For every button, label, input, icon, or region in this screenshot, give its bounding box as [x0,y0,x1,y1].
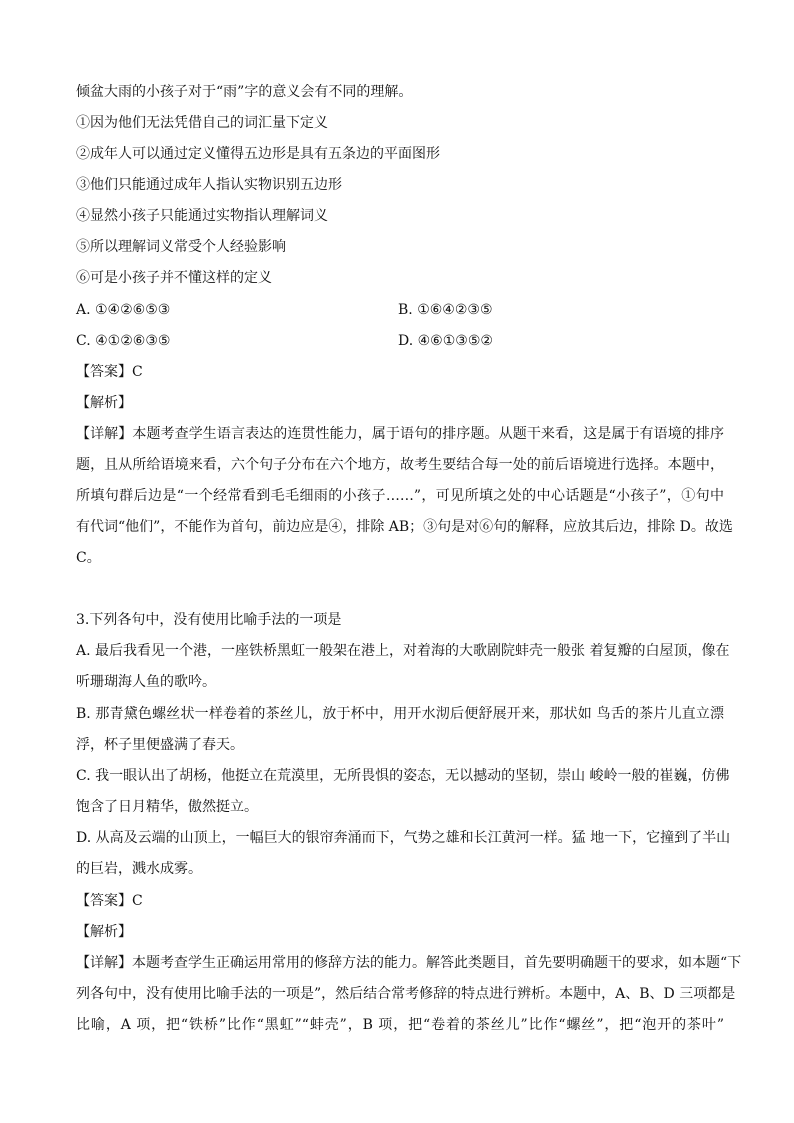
q2-option-b: B. ①⑥④②③⑤ [398,302,493,318]
q3-detail-line: 比喻，A 项，把“铁桥”比作“黑虹”“蚌壳”，B 项，把“卷着的茶丝儿”比作“螺丝”，把“泡开的茶叶” [76,1017,724,1033]
q3-option-c-cont: 饱含了日月精华，傲然挺立。 [76,799,258,815]
q2-analysis-label: 【解析】 [76,395,132,411]
q2-sentence-6: ⑥可是小孩子并不懂这样的定义 [76,270,272,286]
q2-sentence-1: ①因为他们无法凭借自己的词汇量下定义 [76,115,328,131]
q2-option-c: C. ④①②⑥③⑤ [76,333,171,349]
q2-detail-line: C。 [76,550,101,566]
q3-option-b-cont: 浮，杯子里便盛满了春天。 [76,737,244,753]
q3-analysis-label: 【解析】 [76,924,132,940]
q2-option-d: D. ④⑥①③⑤② [398,333,493,349]
q3-option-c: C. 我一眼认出了胡杨，他挺立在荒漠里，无所畏惧的姿态，无以撼动的坚韧，崇山 峻岭一般的崔巍，仿佛 [76,768,730,784]
q2-sentence-2: ②成年人可以通过定义懂得五边形是具有五条边的平面图形 [76,146,440,162]
q2-detail-line: 有代词“他们”，不能作为首句，前边应是④，排除 AB；③句是对⑥句的解释，应放其后边，排除 D。故选 [76,519,733,535]
q2-detail-line: 题，且从所给语境来看，六个句子分布在六个地方，故考生要结合每一处的前后语境进行选择。本题中， [76,457,724,473]
q3-option-d-cont: 的巨岩，溅水成雾。 [76,861,202,877]
q3-option-a-cont: 听珊瑚海人鱼的歌吟。 [76,674,216,690]
q3-stem: 3.下列各句中，没有使用比喻手法的一项是 [76,612,342,628]
q2-option-a: A. ①④②⑥⑤③ [76,302,171,318]
q2-detail-line: 所填句群后边是“一个经常看到毛毛细雨的小孩子……”，可见所填之处的中心话题是“小孩子”，①句中 [76,488,724,504]
q2-answer: 【答案】C [76,364,143,380]
q2-sentence-3: ③他们只能通过成年人指认实物识别五边形 [76,177,342,193]
q3-option-d: D. 从高及云端的山顶上，一幅巨大的银帘奔涌而下，气势之雄和长江黄河一样。猛 地一下，它撞到了半山 [76,830,731,846]
q3-detail-line: 列各句中，没有使用比喻手法的一项是”，然后结合常考修辞的特点进行辨析。本题中，A、B、D 三项都是 [76,986,736,1002]
q2-sentence-5: ⑤所以理解词义常受个人经验影响 [76,239,286,255]
q3-detail-line: 【详解】本题考查学生正确运用常用的修辞方法的能力。解答此类题目，首先要明确题干的要求，如本题“下 [76,955,742,971]
q2-intro: 倾盆大雨的小孩子对于“雨”字的意义会有不同的理解。 [76,84,413,100]
q3-option-a: A. 最后我看见一个港，一座铁桥黑虹一般架在港上，对着海的大歌剧院蚌壳一般张 着复瓣的白屋顶，像在 [76,643,730,659]
q3-answer: 【答案】C [76,893,143,909]
q2-sentence-4: ④显然小孩子只能通过实物指认理解词义 [76,208,328,224]
q2-detail-line: 【详解】本题考查学生语言表达的连贯性能力，属于语句的排序题。从题干来看，这是属于有语境的排序 [76,426,724,442]
q3-option-b: B. 那青黛色螺丝状一样卷着的茶丝儿，放于杯中，用开水沏后便舒展开来，那状如 鸟舌的茶片儿直立漂 [76,706,724,722]
